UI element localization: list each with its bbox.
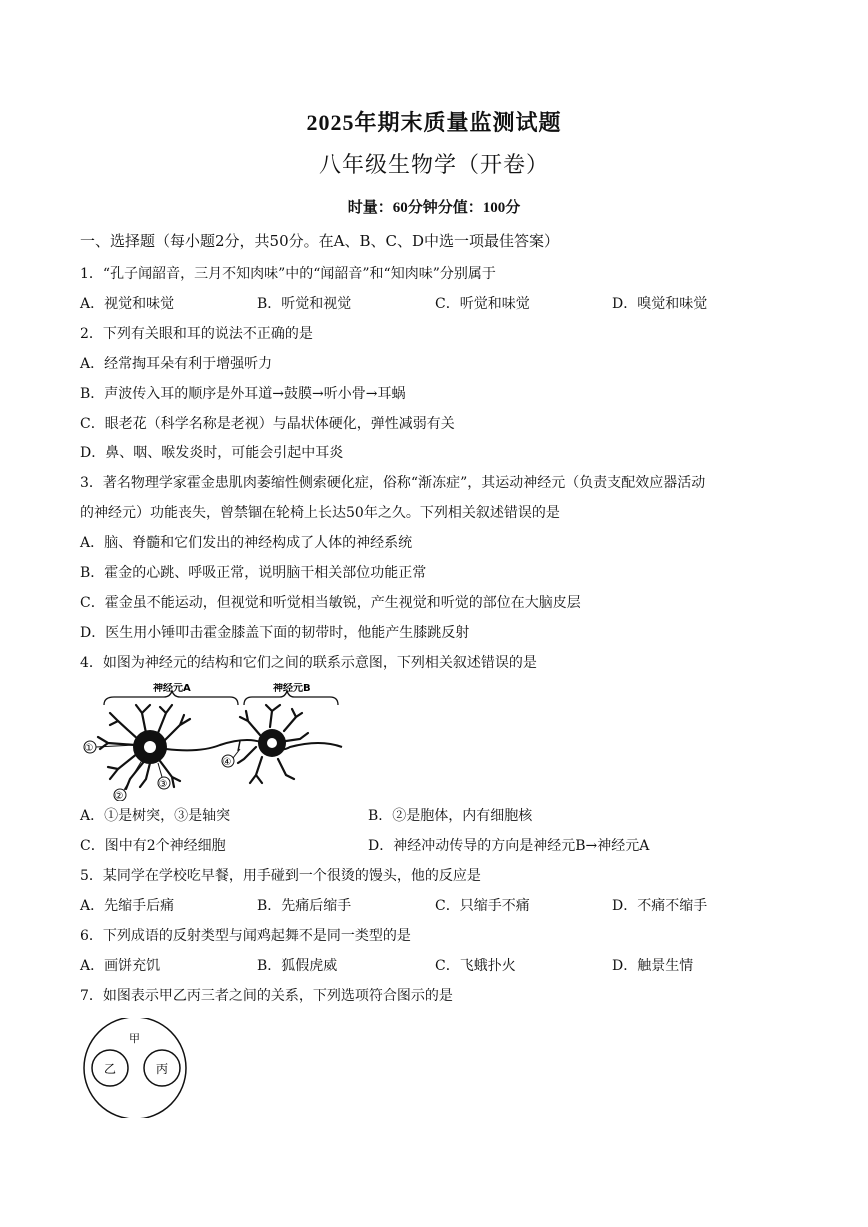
question-1-stem: 1．“孔子闻韶音，三月不知肉味”中的“闻韶音”和“知肉味”分别属于 <box>80 266 496 282</box>
marker-2: ② <box>114 791 124 801</box>
outer-label: 甲 <box>129 1032 140 1045</box>
question-4-option-d: D．神经冲动传导的方向是神经元B→神经元A <box>368 838 650 854</box>
question-1-option-b: B．听觉和视觉 <box>257 296 352 312</box>
question-1-option-c: C．听觉和味觉 <box>435 296 530 312</box>
question-3-stem-line-2: 的神经元）功能丧失，曾禁锢在轮椅上长达50年之久。下列相关叙述错误的是 <box>80 505 560 521</box>
left-label: 乙 <box>104 1062 117 1076</box>
question-2-option-a: A．经常掏耳朵有利于增强听力 <box>80 356 273 372</box>
exam-meta: 时量：60分钟分值：100分 <box>347 200 521 216</box>
exam-title: 2025年期末质量监测试题 <box>306 110 562 135</box>
exam-subtitle: 八年级生物学（开卷） <box>318 152 549 177</box>
marker-1: ① <box>84 743 94 754</box>
question-2-option-d: D．鼻、咽、喉发炎时，可能会引起中耳炎 <box>80 445 344 461</box>
question-4-option-c: C．图中有2个神经细胞 <box>80 838 226 854</box>
question-5-option-d: D．不痛不缩手 <box>612 898 708 914</box>
marker-3: ③ <box>158 779 168 790</box>
question-2-stem: 2．下列有关眼和耳的说法不正确的是 <box>80 326 313 342</box>
question-4-stem: 4．如图为神经元的结构和它们之间的联系示意图，下列相关叙述错误的是 <box>80 655 537 671</box>
neuron-diagram <box>80 683 350 801</box>
neuron-a-label: 神经元A <box>153 683 191 694</box>
question-7-stem: 7．如图表示甲乙丙三者之间的关系，下列选项符合图示的是 <box>80 988 453 1004</box>
question-5-option-a: A．先缩手后痛 <box>80 898 175 914</box>
question-3-option-d: D．医生用小锤叩击霍金膝盖下面的韧带时，他能产生膝跳反射 <box>80 625 470 641</box>
question-6-option-b: B．狐假虎威 <box>257 958 338 974</box>
question-6-stem: 6．下列成语的反射类型与闻鸡起舞不是同一类型的是 <box>80 928 411 944</box>
question-5-stem: 5．某同学在学校吃早餐，用手碰到一个很烫的馒头，他的反应是 <box>80 868 481 884</box>
set-relation-diagram <box>80 1018 190 1118</box>
marker-4: ④ <box>222 757 232 768</box>
question-4-option-a: A．①是树突，③是轴突 <box>80 808 231 824</box>
question-4-option-b: B．②是胞体，内有细胞核 <box>368 808 533 824</box>
question-3-stem-line-1: 3．著名物理学家霍金患肌肉萎缩性侧索硬化症，俗称“渐冻症”，其运动神经元（负责支配效应器活动 <box>80 475 706 491</box>
question-5-option-c: C．只缩手不痛 <box>435 898 530 914</box>
neuron-b-label: 神经元B <box>273 683 311 694</box>
question-3-option-b: B．霍金的心跳、呼吸正常，说明脑干相关部位功能正常 <box>80 565 427 581</box>
question-2-option-b: B．声波传入耳的顺序是外耳道→鼓膜→听小骨→耳蜗 <box>80 386 406 402</box>
question-3-option-a: A．脑、脊髓和它们发出的神经构成了人体的神经系统 <box>80 535 413 551</box>
question-5-option-b: B．先痛后缩手 <box>257 898 352 914</box>
section-heading: 一、选择题（每小题2分，共50分。在A、B、C、D中选一项最佳答案） <box>80 232 559 250</box>
question-2-option-c: C．眼老花（科学名称是老视）与晶状体硬化，弹性减弱有关 <box>80 416 455 432</box>
question-3-option-c: C．霍金虽不能运动，但视觉和听觉相当敏锐，产生视觉和听觉的部位在大脑皮层 <box>80 595 581 611</box>
question-6-option-a: A．画饼充饥 <box>80 958 161 974</box>
question-6-option-d: D．触景生情 <box>612 958 694 974</box>
right-label: 丙 <box>156 1062 169 1076</box>
question-1-option-d: D．嗅觉和味觉 <box>612 296 708 312</box>
question-1-option-a: A．视觉和味觉 <box>80 296 175 312</box>
question-6-option-c: C．飞蛾扑火 <box>435 958 516 974</box>
